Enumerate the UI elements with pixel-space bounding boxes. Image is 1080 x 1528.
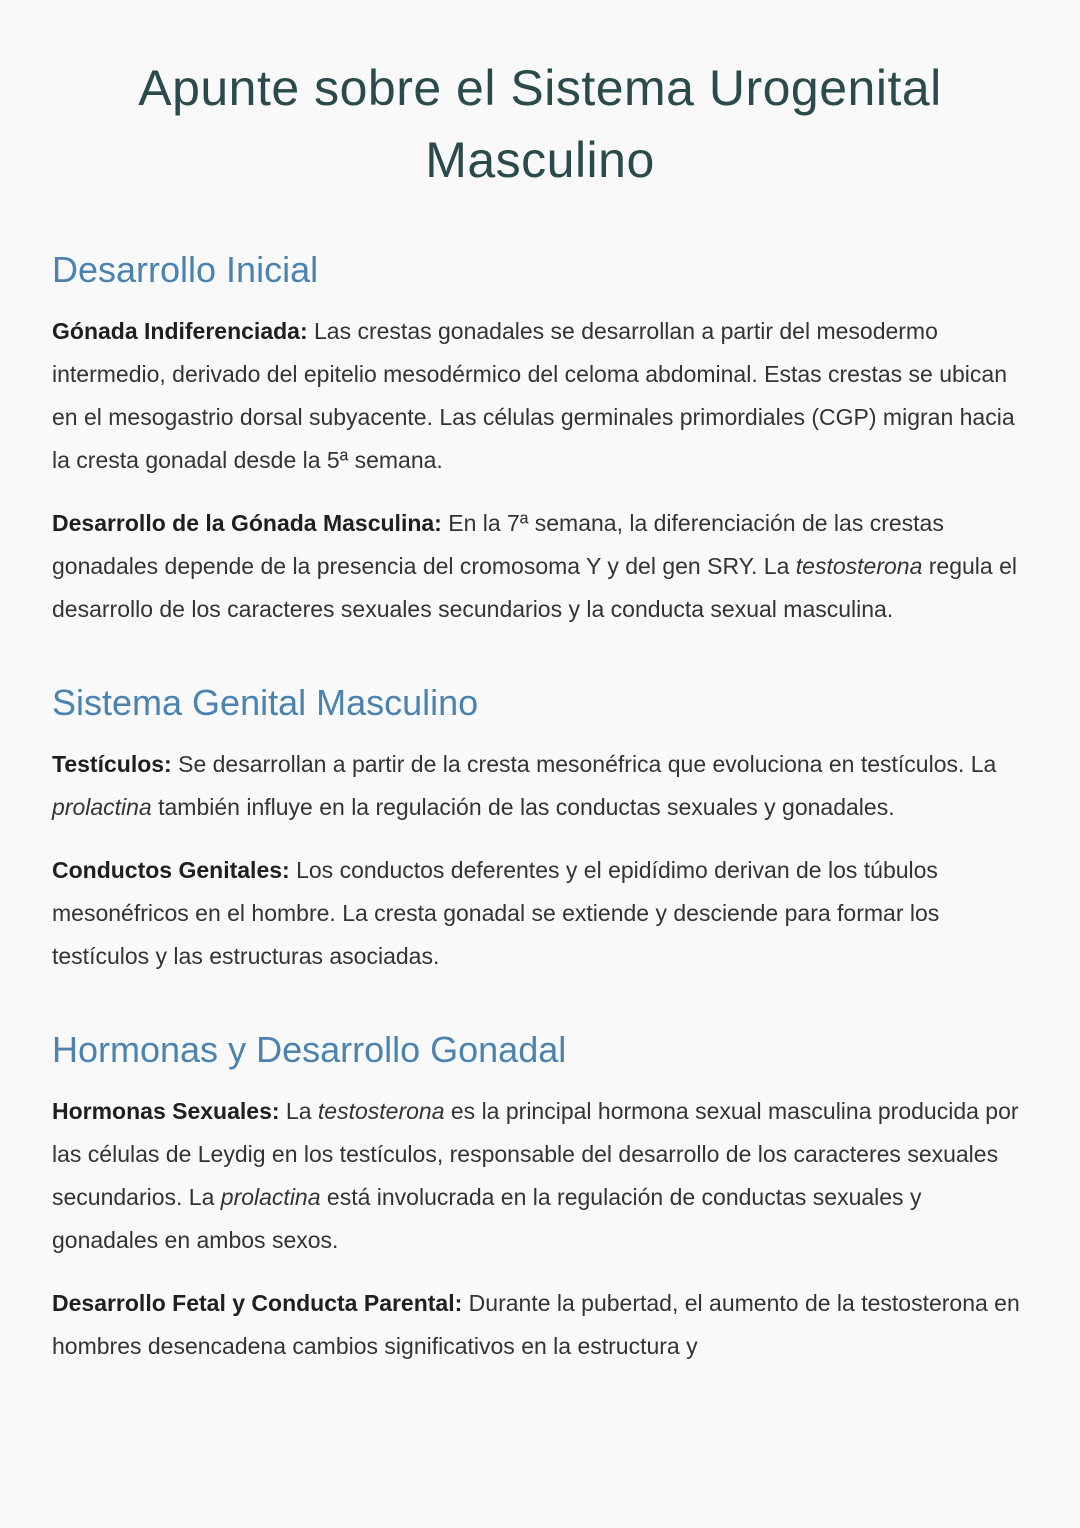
section-heading: Sistema Genital Masculino — [52, 682, 479, 723]
paragraph-text: Las crestas gonadales se desarrollan a partir del mesodermo intermedio, derivado del epitelio mesodérmico del celoma abdominal. Estas crestas se ubican en el mesogastrio dorsal subyacente. Las células germinales primordiales (CGP) migran hacia la cresta gonadal desde la 5ª semana. — [52, 318, 1015, 473]
paragraph-term: Gónada Indiferenciada: — [52, 318, 308, 344]
section-desarrollo-inicial — [52, 246, 1028, 631]
section-heading: Hormonas y Desarrollo Gonadal — [52, 1029, 567, 1070]
emphasis-term: testosterona — [795, 553, 923, 579]
emphasis-term: prolactina — [220, 1184, 321, 1210]
paragraph-text: Los conductos deferentes y el epidídimo derivan de los túbulos mesonéfricos en el hombre. La cresta gonadal se extiende y desciende para formar los testículos y las estructuras asociadas. — [52, 857, 940, 969]
paragraph-term: Desarrollo Fetal y Conducta Parental: — [52, 1290, 463, 1316]
paragraph-text: está involucrada en la regulación de conductas sexuales y gonadales en ambos sexos. — [52, 1184, 922, 1253]
paragraph-text: es la principal hormona sexual masculina producida por las células de Leydig en los testículos, responsable del desarrollo de los caracteres sexuales secundarios. La — [52, 1098, 1019, 1210]
paragraph-text: La — [279, 1098, 318, 1124]
paragraph-text: Durante la pubertad, el aumento de la testosterona en hombres desencadena cambios significativos en la estructura y — [52, 1290, 1020, 1359]
section-sistema-genital-masculino — [52, 679, 1028, 978]
page-title: Apunte sobre el Sistema Urogenital Masculino — [138, 60, 942, 188]
section-hormonas-desarrollo-gonadal — [52, 1026, 1028, 1368]
paragraph-conductos-genitales — [52, 849, 1028, 978]
paragraph-testiculos — [52, 743, 1028, 829]
paragraph-text: regula el desarrollo de los caracteres sexuales secundarios y la conducta sexual masculina. — [52, 553, 1017, 622]
paragraph-term: Conductos Genitales: — [52, 857, 290, 883]
paragraph-hormonas-sexuales — [52, 1090, 1028, 1262]
paragraph-term: Desarrollo de la Gónada Masculina: — [52, 510, 442, 536]
paragraph-text: En la 7ª semana, la diferenciación de las crestas gonadales depende de la presencia del cromosoma Y y del gen SRY. La — [52, 510, 944, 579]
paragraph-term: Hormonas Sexuales: — [52, 1098, 280, 1124]
paragraph-desarrollo-fetal — [52, 1282, 1028, 1368]
emphasis-term: prolactina — [52, 794, 152, 820]
paragraph-text: Se desarrollan a partir de la cresta mesonéfrica que evoluciona en testículos. La — [171, 751, 997, 777]
paragraph-gonada-masculina — [52, 502, 1028, 631]
emphasis-term: testosterona — [317, 1098, 445, 1124]
section-heading: Desarrollo Inicial — [52, 249, 319, 290]
paragraph-text: también influye en la regulación de las conductas sexuales y gonadales. — [151, 794, 895, 820]
paragraph-gonada-indiferenciada — [52, 310, 1028, 482]
paragraph-term: Testículos: — [52, 751, 172, 777]
